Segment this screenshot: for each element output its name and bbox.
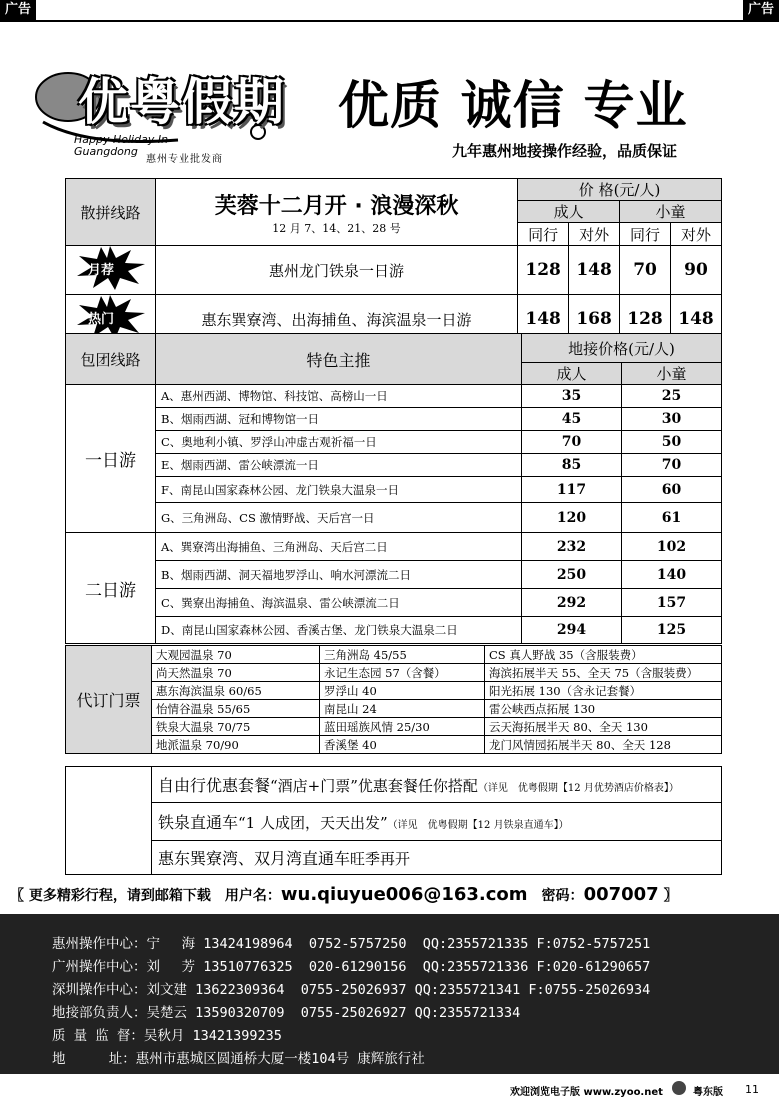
tour-child-price: 50 <box>622 431 722 454</box>
tour-adult-price: 117 <box>522 477 622 503</box>
feature-header: 特色主推 <box>156 334 522 385</box>
one-day-label: 一日游 <box>66 385 156 533</box>
contact-line: 地接部负责人：吴楚云 13590320709 0755-25026927 QQ:2355721334 <box>52 1005 521 1021</box>
ticket-item: 三角洲岛 45/55 <box>320 646 485 664</box>
tour-adult-price: 45 <box>522 408 622 431</box>
tour-item: E、烟雨西湖、雷公峡漂流一日 <box>156 454 522 477</box>
tour-child-price: 70 <box>622 454 722 477</box>
price-child-public: 148 <box>671 295 722 344</box>
tour-item: B、烟雨西湖、冠和博物馆一日 <box>156 408 522 431</box>
ad-label-right: 广告 <box>743 0 779 20</box>
child-public-header: 对外 <box>671 223 722 246</box>
table-row <box>66 246 722 295</box>
price-child-peer: 128 <box>620 295 671 344</box>
contact-panel <box>0 914 779 1074</box>
email-link[interactable]: wu.qiuyue006@163.com <box>280 884 528 905</box>
ticket-item: 阳光拓展 130（含永记套餐） <box>485 682 722 700</box>
adult-peer-header: 同行 <box>518 223 569 246</box>
ticket-item: 雷公峡西点拓展 130 <box>485 700 722 718</box>
contact-line: 惠州操作中心：宁 海 13424198964 0752-5757250 QQ:2355721335 F:0752-5757251 <box>52 936 651 952</box>
footer-logo-icon <box>672 1081 686 1095</box>
tour-item: A、巽寮湾出海捕鱼、三角洲岛、天后宫二日 <box>156 533 522 561</box>
tour-item: G、三角洲岛、CS 激情野战、天后宫一日 <box>156 503 522 533</box>
tour-adult-price: 294 <box>522 617 622 644</box>
tour-child-price: 25 <box>622 385 722 408</box>
slogan: 优质 诚信 专业 <box>338 77 688 136</box>
ticket-item: 南昆山 24 <box>320 700 485 718</box>
ticket-item: CS 真人野战 35（含服装费） <box>485 646 722 664</box>
tour-child-price: 125 <box>622 617 722 644</box>
route-name: 惠州龙门铁泉一日游 <box>155 246 517 295</box>
price-child-public: 90 <box>671 246 722 295</box>
logo-subtitle: 惠州专业批发商 <box>146 154 223 165</box>
contact-line: 广州操作中心：刘 芳 13510776325 020-61290156 QQ:2355721336 F:020-61290657 <box>52 959 651 975</box>
tour-item: C、巽寮出海捕鱼、海滨温泉、雷公峡漂流二日 <box>156 589 522 617</box>
price-adult-peer: 148 <box>518 295 569 344</box>
price-child-peer: 70 <box>620 246 671 295</box>
price-adult-public: 148 <box>569 246 620 295</box>
tour-child-price: 157 <box>622 589 722 617</box>
tour-adult-price: 250 <box>522 561 622 589</box>
ticket-item: 尚天然温泉 70 <box>152 664 320 682</box>
ticket-item: 惠东海滨温泉 60/65 <box>152 682 320 700</box>
tour-adult-price: 120 <box>522 503 622 533</box>
tickets-label: 代订门票 <box>66 646 152 754</box>
tour-adult-price: 292 <box>522 589 622 617</box>
ticket-item: 香溪堡 40 <box>320 736 485 754</box>
tour-child-price: 140 <box>622 561 722 589</box>
ad-label-left: 广告 <box>0 0 36 20</box>
ticket-item: 地派温泉 70/90 <box>152 736 320 754</box>
two-day-label: 二日游 <box>66 533 156 644</box>
price-adult-peer: 128 <box>518 246 569 295</box>
scatter-table <box>65 178 722 344</box>
badge-cell <box>66 246 156 295</box>
contact-line: 地 址：惠州市惠城区圆通桥大厦一楼104号 康辉旅行社 <box>52 1051 425 1067</box>
tour-adult-price: 35 <box>522 385 622 408</box>
password-value: 007007 <box>583 884 659 905</box>
tour-item: B、烟雨西湖、洞天福地罗浮山、响水河漂流二日 <box>156 561 522 589</box>
tour-child-price: 102 <box>622 533 722 561</box>
free-travel-package: 自由行优惠套餐“酒店+门票”优惠套餐任你搭配（详见 优粤假期【12 月优势酒店价格表】） <box>152 767 722 803</box>
group-header: 包团线路 <box>66 334 156 385</box>
badge-label: 热门 <box>88 312 115 327</box>
tour-child-price: 30 <box>622 408 722 431</box>
adult-public-header: 对外 <box>569 223 620 246</box>
logo-wordmark: 优粤假期 <box>78 73 286 131</box>
packages-table <box>65 766 722 875</box>
tour-item: A、惠州西湖、博物馆、科技馆、高榜山一日 <box>156 385 522 408</box>
adult-header: 成人 <box>518 201 620 223</box>
ticket-item: 龙门风情园拓展半天 80、全天 128 <box>485 736 722 754</box>
page-footer <box>0 1075 779 1100</box>
ticket-item: 铁泉大温泉 70/75 <box>152 718 320 736</box>
tour-child-price: 61 <box>622 503 722 533</box>
edition-label: 粤东版 <box>693 1087 723 1098</box>
group-table <box>65 333 722 644</box>
download-info: 〖 更多精彩行程，请到邮箱下载 用户名：wu.qiuyue006@163.com 密码：007007 〗 <box>10 884 678 905</box>
route-name: 惠东巽寮湾、出海捕鱼、海滨温泉一日游 <box>155 295 517 344</box>
promo-dates: 12 月 7、14、21、28 号 <box>272 221 401 235</box>
tickets-table <box>65 645 722 754</box>
packages-spacer <box>66 767 152 875</box>
contact-line: 深圳操作中心：刘文建 13622309364 0755-25026937 QQ:2355721341 F:0755-25026934 <box>52 982 651 998</box>
tour-item: F、南昆山国家森林公园、龙门铁泉大温泉一日 <box>156 477 522 503</box>
ticket-item: 蓝田瑶族风情 25/30 <box>320 718 485 736</box>
ticket-item: 永记生态园 57（含餐） <box>320 664 485 682</box>
tour-item: D、南昆山国家森林公园、香溪古堡、龙门铁泉大温泉二日 <box>156 617 522 644</box>
child-header: 小童 <box>620 201 722 223</box>
footer-text: 欢迎浏览电子版 www.zyoo.net <box>510 1087 663 1098</box>
top-rule <box>0 20 779 22</box>
bus-package: 惠东巽寮湾、双月湾直通车旺季再开 <box>152 841 722 875</box>
train-package: 铁泉直通车“1 人成团，天天出发”（详见 优粤假期【12 月铁泉直通车】） <box>152 803 722 841</box>
tour-child-price: 60 <box>622 477 722 503</box>
ticket-item: 罗浮山 40 <box>320 682 485 700</box>
child-peer-header: 同行 <box>620 223 671 246</box>
contact-line: 质 量 监 督：吴秋月 13421399235 <box>52 1028 282 1044</box>
scatter-header: 散拼线路 <box>66 179 156 246</box>
tour-item: C、奥地利小镇、罗浮山冲虚古观祈福一日 <box>156 431 522 454</box>
group-price-header: 地接价格(元/人) <box>522 334 722 363</box>
ticket-item: 怡情谷温泉 55/65 <box>152 700 320 718</box>
tour-adult-price: 70 <box>522 431 622 454</box>
page-number: 11 <box>745 1083 759 1096</box>
ticket-item: 大观园温泉 70 <box>152 646 320 664</box>
price-adult-public: 168 <box>569 295 620 344</box>
tour-adult-price: 85 <box>522 454 622 477</box>
brand-logo <box>28 52 328 172</box>
ticket-item: 云天海拓展半天 80、全天 130 <box>485 718 722 736</box>
price-header: 价 格(元/人) <box>518 179 722 201</box>
ticket-item: 海滨拓展半天 55、全天 75（含服装费） <box>485 664 722 682</box>
group-child-header: 小童 <box>622 363 722 385</box>
badge-label: 月荐 <box>88 263 115 278</box>
promo-cell <box>155 179 517 246</box>
group-adult-header: 成人 <box>522 363 622 385</box>
promo-title: 芙蓉十二月开 · 浪漫深秋 <box>214 193 459 219</box>
experience-tagline: 九年惠州地接操作经验，品质保证 <box>452 142 678 160</box>
tour-adult-price: 232 <box>522 533 622 561</box>
logo-english: Happy Holiday In Guangdong <box>74 133 169 158</box>
